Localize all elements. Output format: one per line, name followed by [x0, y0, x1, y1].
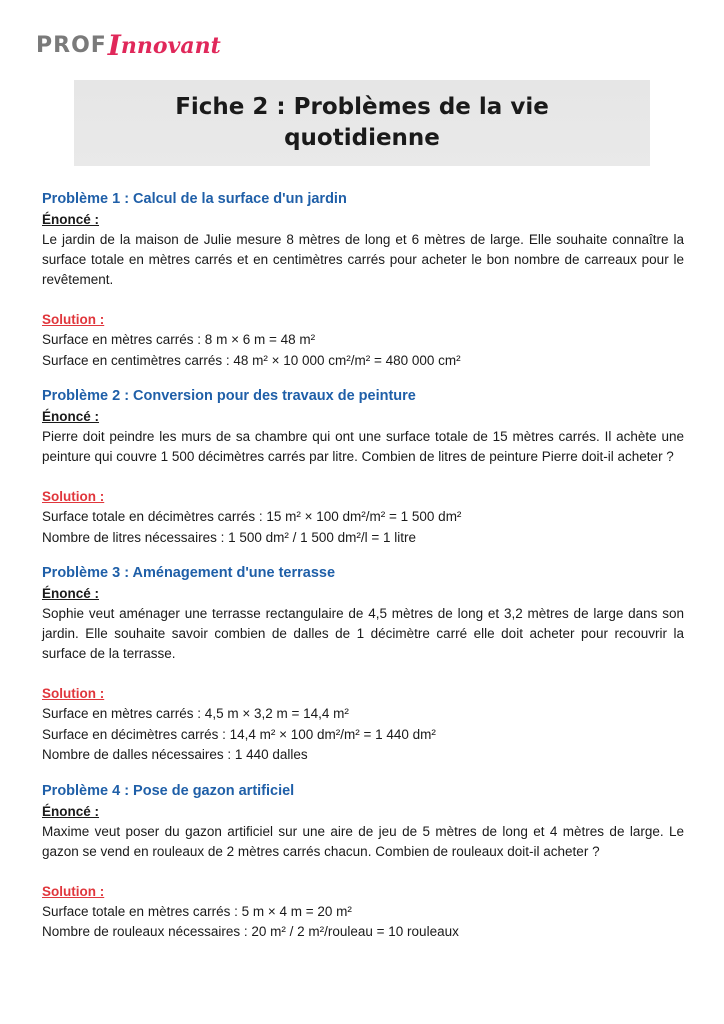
- solution-label: Solution :: [42, 489, 105, 504]
- enonce-text: Le jardin de la maison de Julie mesure 8 mètres de long et 6 mètres de large. Elle souhaite connaître la surface totale en mètres carrés et en centimètres carrés pour acheter le bon nombre de carreaux pour le revêtement.: [42, 232, 684, 287]
- enonce-text: Maxime veut poser du gazon artificiel sur une aire de jeu de 5 mètres de long et 4 mètres de large. Le gazon se vend en rouleaux de 2 mètres carrés chacun. Combien de rouleaux doit-il acheter ?: [42, 823, 684, 859]
- problem-2: [42, 385, 684, 548]
- enonce-text: Pierre doit peindre les murs de sa chambre qui ont une surface totale de 15 mètres carrés. Il achète une peinture qui couvre 1 500 décimètres carrés par litre. Combien de litres de peinture Pierre doit-il acheter ?: [42, 429, 684, 464]
- problem-title: Problème 2 : Conversion pour des travaux de peinture: [42, 388, 416, 404]
- problem-title: Problème 3 : Aménagement d'une terrasse: [42, 565, 336, 581]
- solution-line: Nombre de dalles nécessaires : 1 440 dalles: [42, 747, 308, 762]
- page-title: Fiche 2 : Problèmes de la vie quotidienne: [175, 94, 549, 151]
- solution-line: Nombre de rouleaux nécessaires : 20 m² / 2 m²/rouleau = 10 rouleaux: [42, 924, 459, 939]
- enonce-label: Énoncé :: [42, 409, 100, 424]
- enonce-label: Énoncé :: [42, 803, 100, 819]
- solution-line: Nombre de litres nécessaires : 1 500 dm² / 1 500 dm²/l = 1 litre: [42, 529, 417, 545]
- problem-4: [42, 780, 684, 943]
- enonce-label: Énoncé :: [42, 586, 100, 601]
- solution-line: Surface en décimètres carrés : 14,4 m² × 100 dm²/m² = 1 440 dm²: [42, 726, 436, 742]
- solution-line: Surface en centimètres carrés : 48 m² × 10 000 cm²/m² = 480 000 cm²: [42, 352, 461, 368]
- problem-1: [42, 188, 684, 371]
- solution-label: Solution :: [42, 686, 105, 701]
- logo-prof-text: PROF: [36, 33, 107, 58]
- solution-line: Surface en mètres carrés : 8 m × 6 m = 48 m²: [42, 332, 316, 347]
- solution-line: Surface totale en décimètres carrés : 15 m² × 100 dm²/m² = 1 500 dm²: [42, 509, 462, 524]
- brand-logo: [36, 26, 221, 60]
- problem-title: Problème 4 : Pose de gazon artificiel: [42, 782, 295, 799]
- enonce-text: Sophie veut aménager une terrasse rectangulaire de 4,5 mètres de long et 3,2 mètres de large dans son jardin. Elle souhaite savoir combien de dalles de 1 décimètre carré elle doit acheter pour recouvrir la surface de la terrasse.: [42, 606, 684, 661]
- logo-i-letter: I: [107, 29, 121, 62]
- solution-line: Surface en mètres carrés : 4,5 m × 3,2 m = 14,4 m²: [42, 706, 349, 721]
- solution-label: Solution :: [42, 883, 105, 899]
- title-banner: [74, 80, 650, 166]
- problem-3: [42, 562, 684, 766]
- problem-title: Problème 1 : Calcul de la surface d'un jardin: [42, 191, 347, 207]
- problems-content: [42, 188, 684, 943]
- enonce-label: Énoncé :: [42, 212, 100, 227]
- logo-innovant-text: nnovant: [120, 33, 221, 59]
- solution-line: Surface totale en mètres carrés : 5 m × 4 m = 20 m²: [42, 903, 352, 919]
- solution-label: Solution :: [42, 312, 105, 327]
